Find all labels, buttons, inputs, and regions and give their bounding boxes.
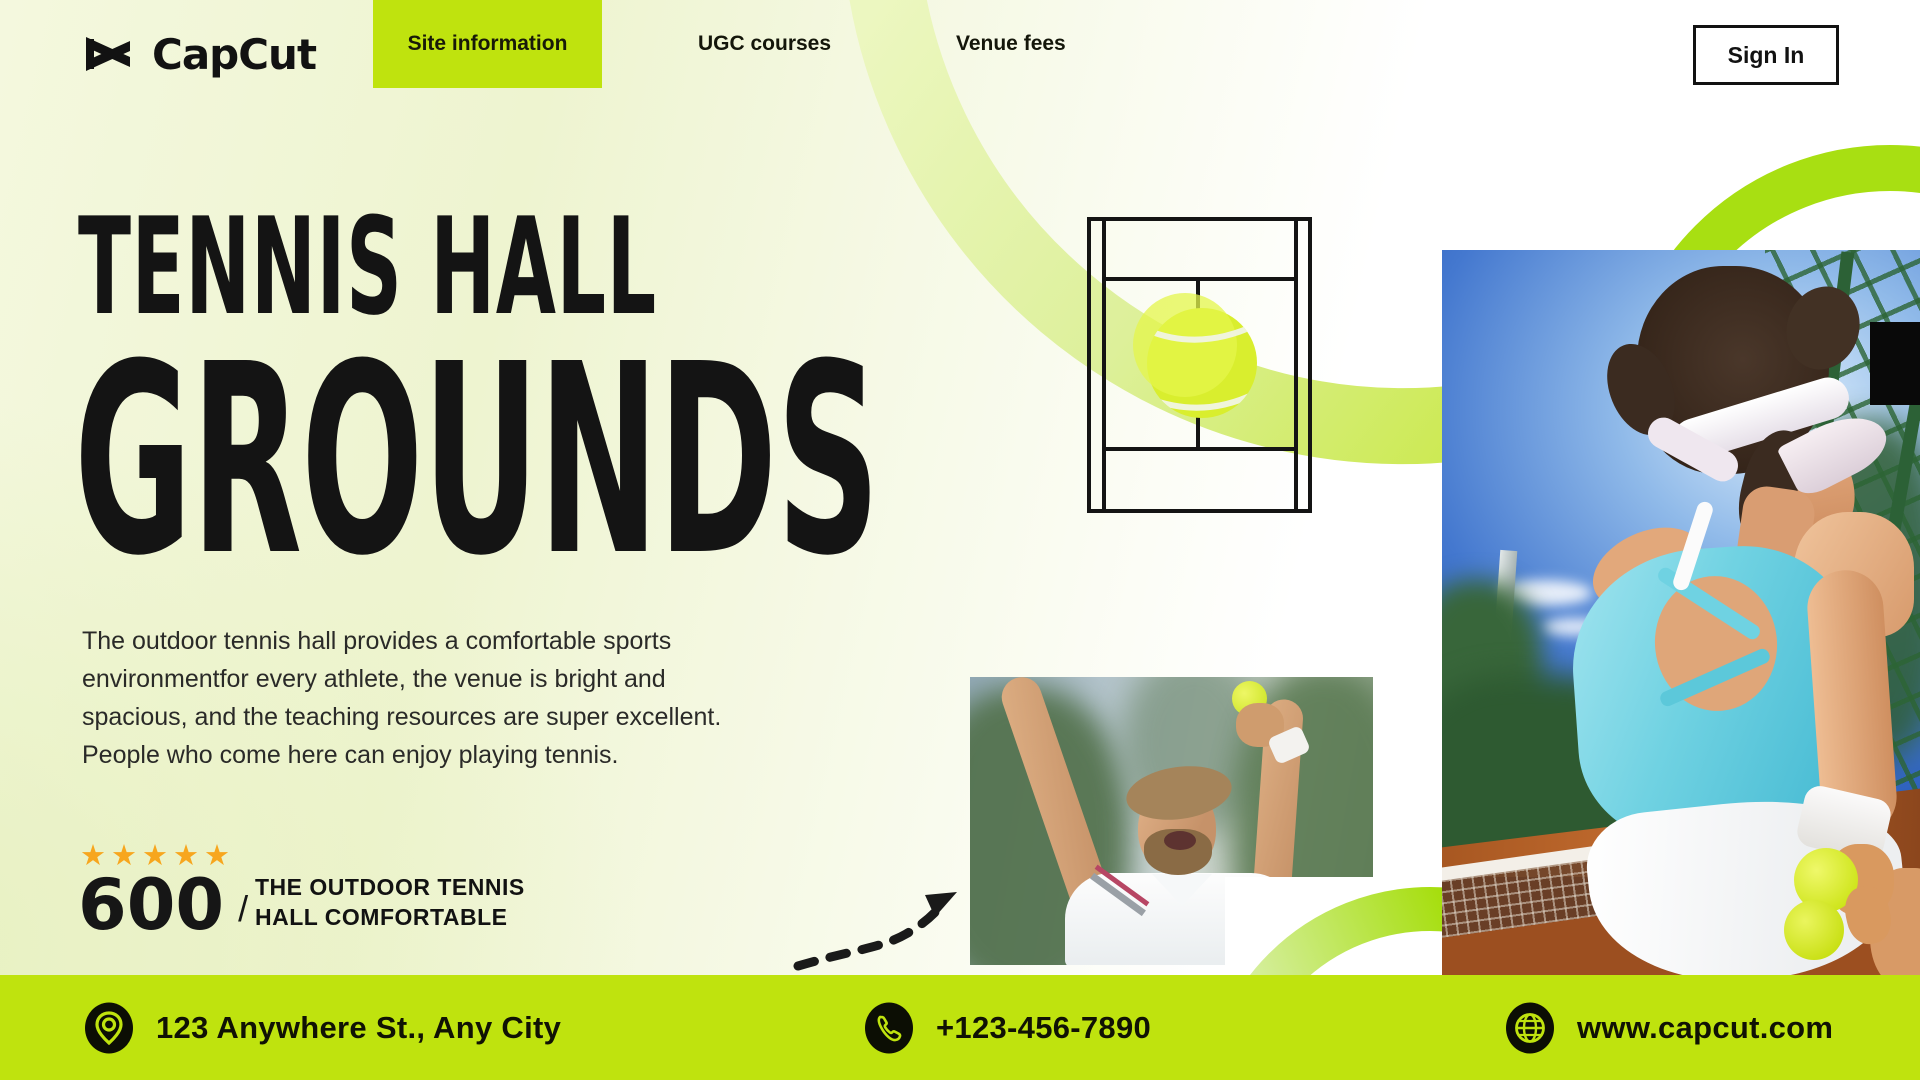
hero-title-line2: GROUNDS bbox=[74, 308, 880, 613]
footer-address-text: 123 Anywhere St., Any City bbox=[156, 1009, 562, 1045]
white-notch-rect bbox=[1225, 877, 1442, 975]
rating-value: 600 bbox=[78, 864, 225, 946]
footer-address-item[interactable] bbox=[84, 975, 561, 1080]
tennis-ball-in-hand bbox=[1784, 900, 1844, 960]
woman-tennis-player-photo bbox=[1442, 250, 1920, 975]
man-mouth bbox=[1164, 831, 1196, 850]
rating-slash: / bbox=[238, 888, 249, 929]
hero-description bbox=[82, 622, 721, 774]
footer-bar bbox=[0, 975, 1920, 1080]
star-rating: ★★★★★ bbox=[80, 840, 235, 872]
globe-icon bbox=[1505, 1002, 1555, 1054]
rating-row bbox=[78, 864, 249, 946]
footer-website-item[interactable] bbox=[1505, 975, 1833, 1080]
hero-description-line: spacious, and the teaching resources are super excellent. bbox=[82, 703, 722, 731]
rating-caption bbox=[255, 872, 525, 932]
nav-item-ugc-courses[interactable]: UGC courses bbox=[698, 32, 832, 55]
hero-description-line: People who come here can enjoy playing tennis. bbox=[82, 741, 619, 769]
phone-handset-icon bbox=[864, 1002, 914, 1054]
logo[interactable] bbox=[84, 28, 316, 80]
footer-phone-text: +123-456-7890 bbox=[936, 1009, 1152, 1045]
rating-caption-line: HALL COMFORTABLE bbox=[255, 904, 508, 930]
rating-caption-line: THE OUTDOOR TENNIS bbox=[255, 874, 525, 900]
hero-title-line1: TENNIS HALL bbox=[78, 189, 657, 345]
footer-website-text: www.capcut.com bbox=[1577, 1009, 1834, 1045]
hero-description-line: The outdoor tennis hall provides a comfortable sports bbox=[82, 627, 672, 655]
nav-item-site-information[interactable]: Site information bbox=[373, 0, 602, 88]
hero-description-line: environmentfor every athlete, the venue is bright and bbox=[82, 665, 666, 693]
black-accent-rect bbox=[1870, 322, 1920, 405]
nav-item-venue-fees[interactable]: Venue fees bbox=[956, 32, 1066, 55]
capcut-logo-icon bbox=[84, 31, 138, 77]
sign-in-button[interactable]: Sign In bbox=[1693, 25, 1839, 85]
tennis-ball-icon bbox=[1133, 293, 1258, 418]
location-pin-icon bbox=[84, 1002, 134, 1054]
footer-phone-item[interactable] bbox=[864, 975, 1151, 1080]
logo-text: CapCut bbox=[152, 29, 317, 79]
